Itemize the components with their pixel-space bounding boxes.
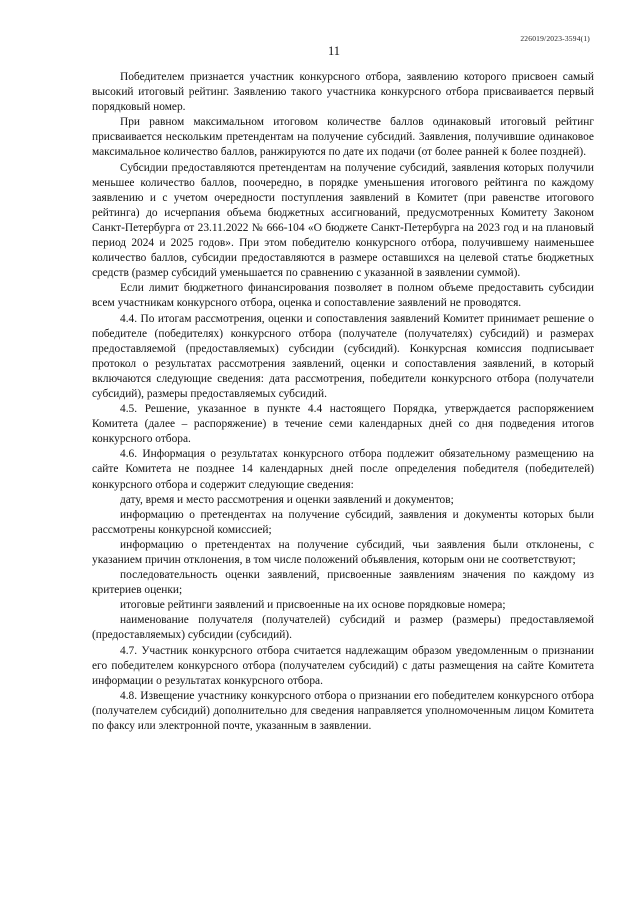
list-item: дату, время и место рассмотрения и оценки заявлений и документов;	[120, 493, 454, 506]
paragraph-clause-4-4: 4.4. По итогам рассмотрения, оценки и сопоставления заявлений Комитет принимает решение о победителе (победителях) конкурсного отбора (получателе (получателях) субсидий) и размерах предоставляемой (предоставляемых) субсидии (субсидий). Конкурсная комиссия подписывает протокол о результатах рассмотрения заявлений, оценки и сопоставления заявлений, в который включаются следующие сведения: дата рассмотрения, победители конкурсного отбора (получатели субсидий), размеры предоставляемых субсидий.	[92, 312, 594, 400]
paragraph: Субсидии предоставляются претендентам на получение субсидий, заявления которых получили меньшее количество баллов, поочередно, в порядке уменьшения итогового рейтинга по каждому заявлению и с учетом очередности поступления заявлений в Комитет (при равенстве итогового рейтинга) до исчерпания объема бюджетных ассигнований, предусмотренных Комитету Законом Санкт-Петербурга от 23.11.2022 № 666-104 «О бюджете Санкт-Петербурга на 2023 год и на плановый период 2024 и 2025 годов». При этом победителю конкурсного отбора, получившему наименьшее количество баллов, субсидии предоставляются в размере оставшихся на целевой статье бюджетных средств (размер субсидий уменьшается по сравнению с указанной в заявлении суммой).	[92, 161, 594, 280]
page-number: 11	[327, 44, 341, 58]
paragraph-clause-4-5: 4.5. Решение, указанное в пункте 4.4 настоящего Порядка, утверждается распоряжением Комитета (далее – распоряжение) в течение семи календарных дней со дня подведения итогов конкурсного отбора.	[92, 403, 594, 446]
document-id: 226019/2023-3594(1)	[520, 34, 590, 43]
list-item: информацию о претендентах на получение субсидий, заявления и документы которых были рассмотрены конкурсной комиссией;	[92, 508, 594, 536]
paragraph: Если лимит бюджетного финансирования позволяет в полном объеме предоставить субсидии всем участникам конкурсного отбора, оценка и сопоставление заявлений не проводятся.	[92, 282, 594, 310]
list-item: наименование получателя (получателей) субсидий и размер (размеры) предоставляемой (предоставляемых) субсидии (субсидий).	[92, 614, 594, 642]
paragraph-clause-4-8: 4.8. Извещение участнику конкурсного отбора о признании его победителем конкурсного отбора (получателем субсидий) дополнительно для сведения направляется уполномоченным лицом Комитета по факсу или электронной почте, указанным в заявлении.	[92, 689, 594, 733]
document-body	[92, 70, 594, 734]
paragraph-clause-4-7: 4.7. Участник конкурсного отбора считается надлежащим образом уведомленным о признании его победителем конкурсного отбора (получателем субсидий) с даты размещения на сайте Комитета информации о результатах конкурсного отбора.	[92, 644, 594, 687]
paragraph-clause-4-6: 4.6. Информация о результатах конкурсного отбора подлежит обязательному размещению на сайте Комитета не позднее 14 календарных дней после определения победителя (победителей) конкурсного отбора и содержит следующие сведения:	[92, 448, 594, 491]
list-item: итоговые рейтинги заявлений и присвоенные на их основе порядковые номера;	[120, 599, 506, 612]
paragraph: При равном максимальном итоговом количестве баллов одинаковый итоговый рейтинг присваивается нескольким претендентам на получение субсидий. Заявления, получившие одинаковое максимальное количество баллов, ранжируются по дате их подачи (от более ранней к более поздней).	[92, 116, 594, 159]
list-item: информацию о претендентах на получение субсидий, чьи заявления были отклонены, с указанием причин отклонения, в том числе положений объявления, которым они не соответствуют;	[92, 538, 594, 566]
paragraph: Победителем признается участник конкурсного отбора, заявлению которого присвоен самый высокий итоговый рейтинг. Заявлению такого участника конкурсного отбора присваивается первый порядковый номер.	[92, 71, 594, 114]
list-item: последовательность оценки заявлений, присвоенные заявлениям значения по каждому из критериев оценки;	[92, 569, 594, 597]
